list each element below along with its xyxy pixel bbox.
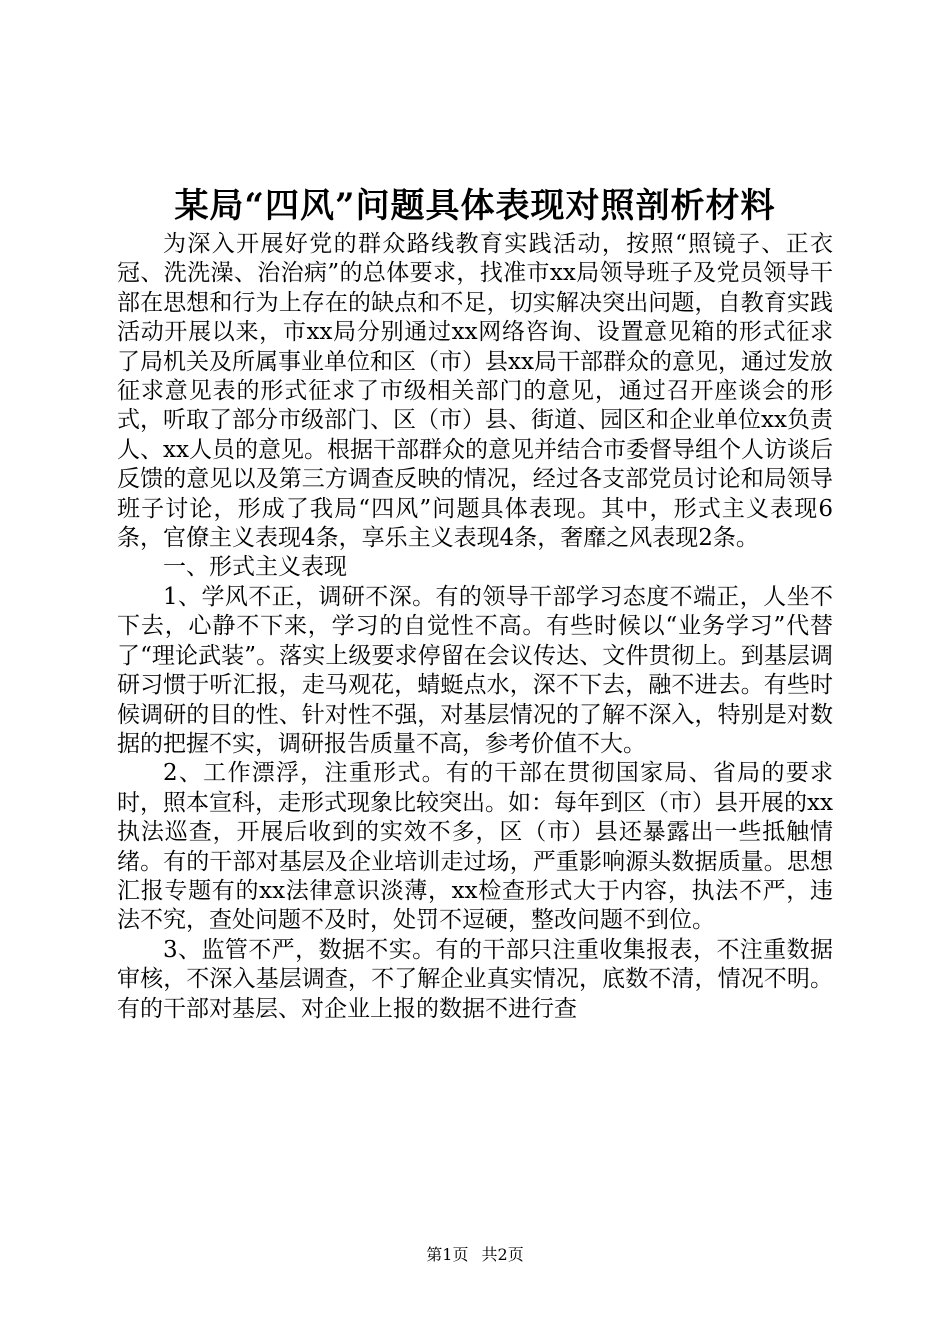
page-footer: [0, 1244, 950, 1266]
intro-paragraph: 为深入开展好党的群众路线教育实践活动，按照“照镜子、正衣冠、洗洗澡、治治病”的总体要求，找准市xx局领导班子及党员领导干部在思想和行为上存在的缺点和不足，切实解决突出问题，自教育实践活动开展以来，市xx局分别通过xx网络咨询、设置意见箱的形式征求了局机关及所属事业单位和区（市）县xx局干部群众的意见，通过发放征求意见表的形式征求了市级相关部门的意见，通过召开座谈会的形式，听取了部分市级部门、区（市）县、街道、园区和企业单位xx负责人、xx人员的意见。根据干部群众的意见并结合市委督导组个人访谈后反馈的意见以及第三方调查反映的情况，经过各支部党员讨论和局领导班子讨论，形成了我局“四风”问题具体表现。其中，形式主义表现6条，官僚主义表现4条，享乐主义表现4条，奢靡之风表现2条。: [117, 231, 833, 552]
document-body: [117, 230, 833, 1024]
document-title: 某局“四风”问题具体表现对照剖析材料: [174, 186, 776, 226]
body-paragraph: 2、工作漂浮，注重形式。有的干部在贯彻国家局、省局的要求时，照本宣科，走形式现象比较突出。如：每年到区（市）县开展的xx执法巡查，开展后收到的实效不多，区（市）县还暴露出一些抵触情绪。有的干部对基层及企业培训走过场，严重影响源头数据质量。思想汇报专题有的xx法律意识淡薄，xx检查形式大于内容，执法不严，违法不究，查处问题不及时，处罚不逗硬，整改问题不到位。: [117, 760, 833, 934]
body-paragraph: 1、学风不正，调研不深。有的领导干部学习态度不端正，人坐不下去，心静不下来，学习的自觉性不高。有些时候以“业务学习”代替了“理论武装”。落实上级要求停留在会议传达、文件贯彻上。到基层调研习惯于听汇报，走马观花，蜻蜓点水，深不下去，融不进去。有些时候调研的目的性、针对性不强，对基层情况的了解不深入，特别是对数据的把握不实，调研报告质量不高，参考价值不大。: [117, 583, 833, 757]
page-number: 第1页: [426, 1245, 469, 1264]
section-heading: 一、形式主义表现: [163, 554, 347, 581]
body-paragraph: 3、监管不严，数据不实。有的干部只注重收集报表，不注重数据审核，不深入基层调查，不了解企业真实情况，底数不清，情况不明。有的干部对基层、对企业上报的数据不进行查: [117, 936, 833, 1022]
page-total: 共2页: [481, 1245, 524, 1264]
